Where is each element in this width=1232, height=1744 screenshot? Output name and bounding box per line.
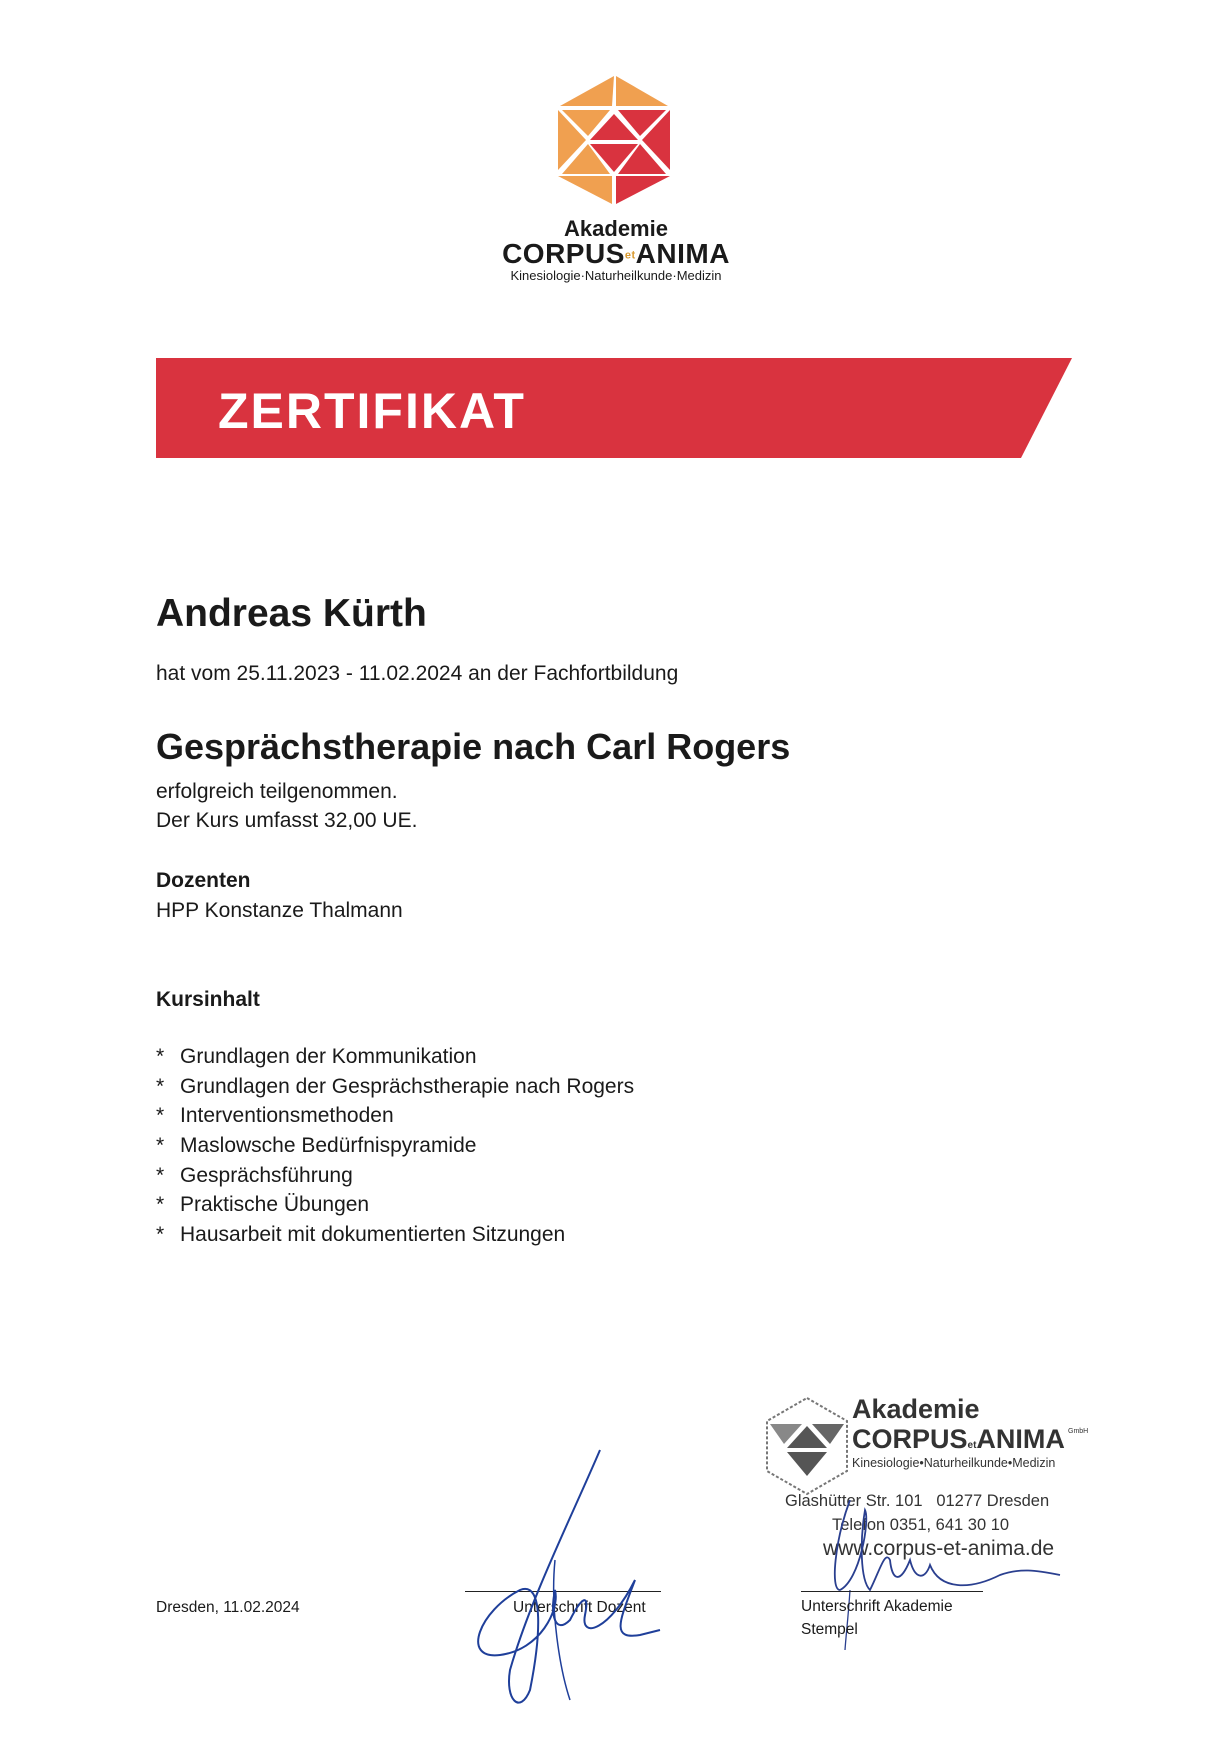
stamp-phone: Telefon 0351, 641 30 10 bbox=[832, 1516, 1010, 1534]
bullet: * bbox=[156, 1045, 165, 1068]
bullet: * bbox=[156, 1074, 165, 1098]
stamp-tagline: Kinesiologie•Naturheilkunde•Medizin bbox=[852, 1456, 1056, 1470]
stamp-corpus-anima bbox=[852, 1424, 1065, 1455]
logo-tagline: Kinesiologie·Naturheilkunde·Medizin bbox=[510, 268, 722, 283]
logo-corpus: CORPUS bbox=[502, 238, 625, 269]
lecturer-signature-icon bbox=[460, 1440, 680, 1715]
academy-logo-icon bbox=[556, 76, 672, 204]
list-item bbox=[156, 1104, 634, 1134]
stamp-akademie: Akademie bbox=[852, 1394, 980, 1424]
lecturer-name: HPP Konstanze Thalmann bbox=[156, 899, 403, 922]
stamp-label: Stempel bbox=[801, 1621, 858, 1638]
stamp-website: www.corpus-et-anima.de bbox=[823, 1537, 1055, 1560]
list-item-text: Gesprächsführung bbox=[180, 1163, 353, 1187]
list-item-text: Hausarbeit mit dokumentierten Sitzungen bbox=[180, 1223, 566, 1247]
logo-anima: ANIMA bbox=[635, 238, 730, 269]
recipient-name: Andreas Kürth bbox=[156, 592, 427, 635]
contents-label: Kursinhalt bbox=[156, 988, 260, 1011]
stamp-et: et bbox=[967, 1440, 977, 1451]
signature-lecturer-label: Unterschrift Dozent bbox=[513, 1599, 646, 1616]
signature-academy-label: Unterschrift Akademie bbox=[801, 1598, 953, 1615]
stamp-corpus: CORPUS bbox=[852, 1424, 968, 1454]
bullet: * bbox=[156, 1104, 165, 1128]
list-item-text: Grundlagen der Gesprächstherapie nach Rogers bbox=[180, 1074, 635, 1098]
hours-text: Der Kurs umfasst 32,00 UE. bbox=[156, 809, 418, 832]
logo-corpus-anima bbox=[0, 238, 1232, 270]
logo-akademie: Akademie bbox=[564, 216, 668, 241]
contents-list bbox=[156, 1045, 634, 1253]
stamp-anima: ANIMA bbox=[976, 1424, 1065, 1454]
list-item bbox=[156, 1075, 634, 1105]
list-item-text: Grundlagen der Kommunikation bbox=[180, 1045, 477, 1068]
bullet: * bbox=[156, 1134, 165, 1158]
certificate-title: ZERTIFIKAT bbox=[218, 383, 526, 439]
course-title: Gesprächstherapie nach Carl Rogers bbox=[156, 726, 791, 767]
result-text: erfolgreich teilgenommen. bbox=[156, 780, 398, 803]
list-item-text: Interventionsmethoden bbox=[180, 1104, 394, 1128]
bullet: * bbox=[156, 1163, 165, 1187]
lecturers-label: Dozenten bbox=[156, 869, 251, 892]
period-text: hat vom 25.11.2023 - 11.02.2024 an der Fachfortbildung bbox=[156, 662, 679, 685]
bullet: * bbox=[156, 1223, 165, 1247]
list-item bbox=[156, 1164, 634, 1194]
stamp-address: Glashütter Str. 101 01277 Dresden bbox=[785, 1492, 1050, 1510]
list-item-text: Maslowsche Bedürfnispyramide bbox=[180, 1134, 477, 1158]
list-item bbox=[156, 1193, 634, 1223]
list-item bbox=[156, 1223, 634, 1253]
bullet: * bbox=[156, 1193, 165, 1217]
list-item-text: Praktische Übungen bbox=[180, 1193, 370, 1217]
list-item bbox=[156, 1134, 634, 1164]
stamp-gmbh: GmbH bbox=[1068, 1428, 1089, 1435]
logo-et: et bbox=[624, 249, 636, 262]
list-item bbox=[156, 1045, 634, 1075]
place-date: Dresden, 11.02.2024 bbox=[156, 1599, 300, 1616]
signature-line-academy bbox=[801, 1591, 983, 1592]
